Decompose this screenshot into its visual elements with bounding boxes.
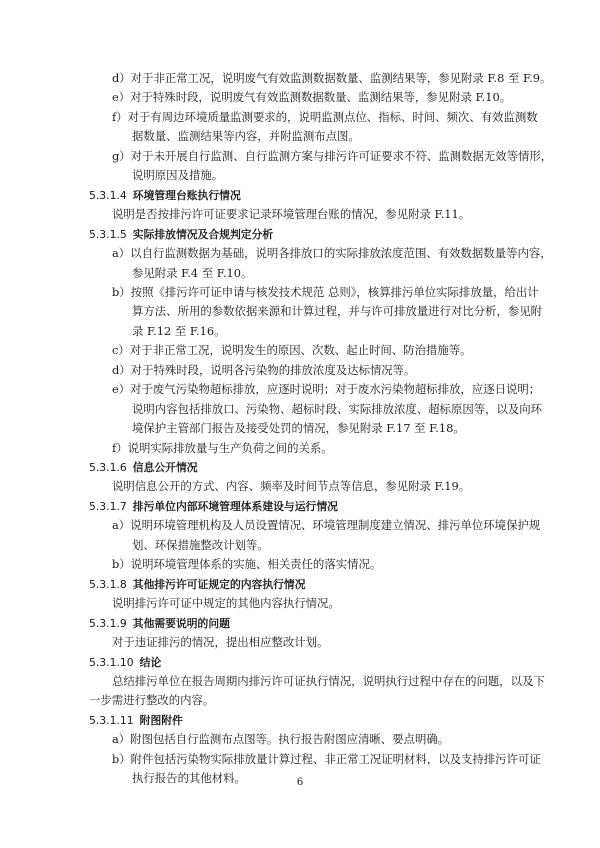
section-number: 5.3.1.7 (89, 499, 127, 513)
item-f-line-1: f）说明实际排放量与生产负荷之间的关系。 (112, 440, 333, 455)
item-d-line-1: d）对于特殊时段，说明各污染物的排放浓度及达标情况等。 (112, 362, 416, 377)
item-a-line-1: a）说明环境管理机构及人员设置情况、环境管理制度建立情况、排污单位环境保护规 (112, 518, 541, 533)
item-e-line-3: 境保护主管部门报告及接受处罚的情况，参见附录 F.17 至 F.18。 (132, 421, 465, 436)
item-b-line-1: b）说明环境管理体系的实施、相关责任的落实情况。 (112, 557, 382, 572)
section-title: 附图附件 (139, 713, 183, 727)
item-a-line-1: a）以自行监测数据为基础，说明各排放口的实际排放浓度范围、有效数据数量等内容， (112, 246, 552, 261)
item-f-line-1: f）对于有周边环境质量监测要求的，说明监测点位、指标、时间、频次、有效监测数 (112, 109, 538, 124)
paragraph-line-1: 总结排污单位在报告周期内排污许可证执行情况，说明执行过程中存在的问题，以及下 (112, 673, 545, 688)
section-number: 5.3.1.4 (89, 188, 127, 202)
section-heading-5-3-1-10 (89, 653, 161, 672)
section-title: 其他排污许可证规定的内容执行情况 (132, 577, 306, 591)
section-number: 5.3.1.5 (89, 227, 127, 241)
item-c-line-1: c）对于非正常工况，说明发生的原因、次数、起止时间、防治措施等。 (112, 343, 472, 358)
section-number: 5.3.1.9 (89, 616, 127, 630)
item-a-line-2: 划、环保措施整改计划等。 (132, 537, 269, 552)
section-number: 5.3.1.6 (89, 461, 127, 474)
section-heading-5-3-1-8 (89, 575, 306, 594)
section-title: 其他需要说明的问题 (132, 616, 230, 630)
item-g-line-1: g）对于未开展自行监测、自行监测方案与排污许可证要求不符、监测数据无效等情形， (112, 148, 553, 163)
section-title: 环境管理台账执行情况 (132, 188, 241, 202)
item-a-line-1: a）附图包括自行监测布点图等。执行报告附图应清晰、要点明确。 (112, 732, 450, 747)
section-title: 信息公开情况 (132, 461, 198, 474)
section-number: 5.3.1.8 (89, 577, 127, 591)
section-heading-5-3-1-4 (89, 186, 241, 205)
item-e-line-2: 说明内容包括排放口、污染物、超标时段、实际排放浓度、超标原因等，以及向环 (132, 401, 543, 416)
item-b-line-2: 执行报告的其他材料。 (132, 771, 246, 786)
section-heading-5-3-1-5 (89, 225, 273, 244)
item-b-line-1: b）按照《排污许可证申请与核发技术规范 总则》，核算排污单位实际排放量，给出计 (112, 284, 539, 299)
page-number: 6 (296, 777, 304, 788)
paragraph: 说明信息公开的方式、内容、频率及时间节点等信息，参见附录 F.19。 (112, 479, 471, 494)
section-number: 5.3.1.11 (89, 713, 134, 727)
item-d-line-1: d）对于非正常工况，说明废气有效监测数据数量、监测结果等，参见附录 F.8 至 F.9。 (112, 71, 552, 85)
paragraph: 说明排污许可证中规定的其他内容执行情况。 (112, 596, 340, 611)
item-g-line-2: 说明原因及措施。 (132, 168, 224, 183)
section-heading-5-3-1-11 (89, 711, 183, 730)
section-heading-5-3-1-7 (89, 497, 338, 516)
item-e-line-1: e）对于废气污染物超标排放，应逐时说明；对于废水污染物超标排放，应逐日说明； (112, 382, 541, 397)
paragraph: 对于违证排污的情况，提出相应整改计划。 (112, 635, 329, 650)
item-e-line-1: e）对于特殊时段，说明废气有效监测数据数量、监测结果等，参见附录 F.10。 (112, 90, 512, 105)
item-f-line-2: 据数量、监测结果等内容，并附监测布点图。 (132, 129, 360, 144)
section-heading-5-3-1-6 (89, 458, 198, 477)
section-title: 实际排放情况及合规判定分析 (132, 227, 274, 241)
paragraph-line-2: 一步需进行整改的内容。 (89, 693, 215, 708)
item-b-line-1: b）附件包括污染物实际排放量计算过程、非正常工况证明材料，以及支持排污许可证 (112, 751, 541, 766)
item-b-line-2: 算方法、所用的参数依据来源和计算过程，并与许可排放量进行对比分析，参见附 (132, 304, 543, 319)
section-heading-5-3-1-9 (89, 614, 230, 633)
paragraph: 说明是否按排污许可证要求记录环境管理台账的情况，参见附录 F.11。 (112, 207, 471, 222)
section-number: 5.3.1.10 (89, 655, 134, 669)
section-title: 结论 (139, 655, 162, 669)
item-a-line-2: 参见附录 F.4 至 F.10。 (132, 265, 253, 280)
item-b-line-3: 录 F.12 至 F.16。 (132, 323, 226, 338)
section-title: 排污单位内部环境管理体系建设与运行情况 (132, 499, 338, 513)
